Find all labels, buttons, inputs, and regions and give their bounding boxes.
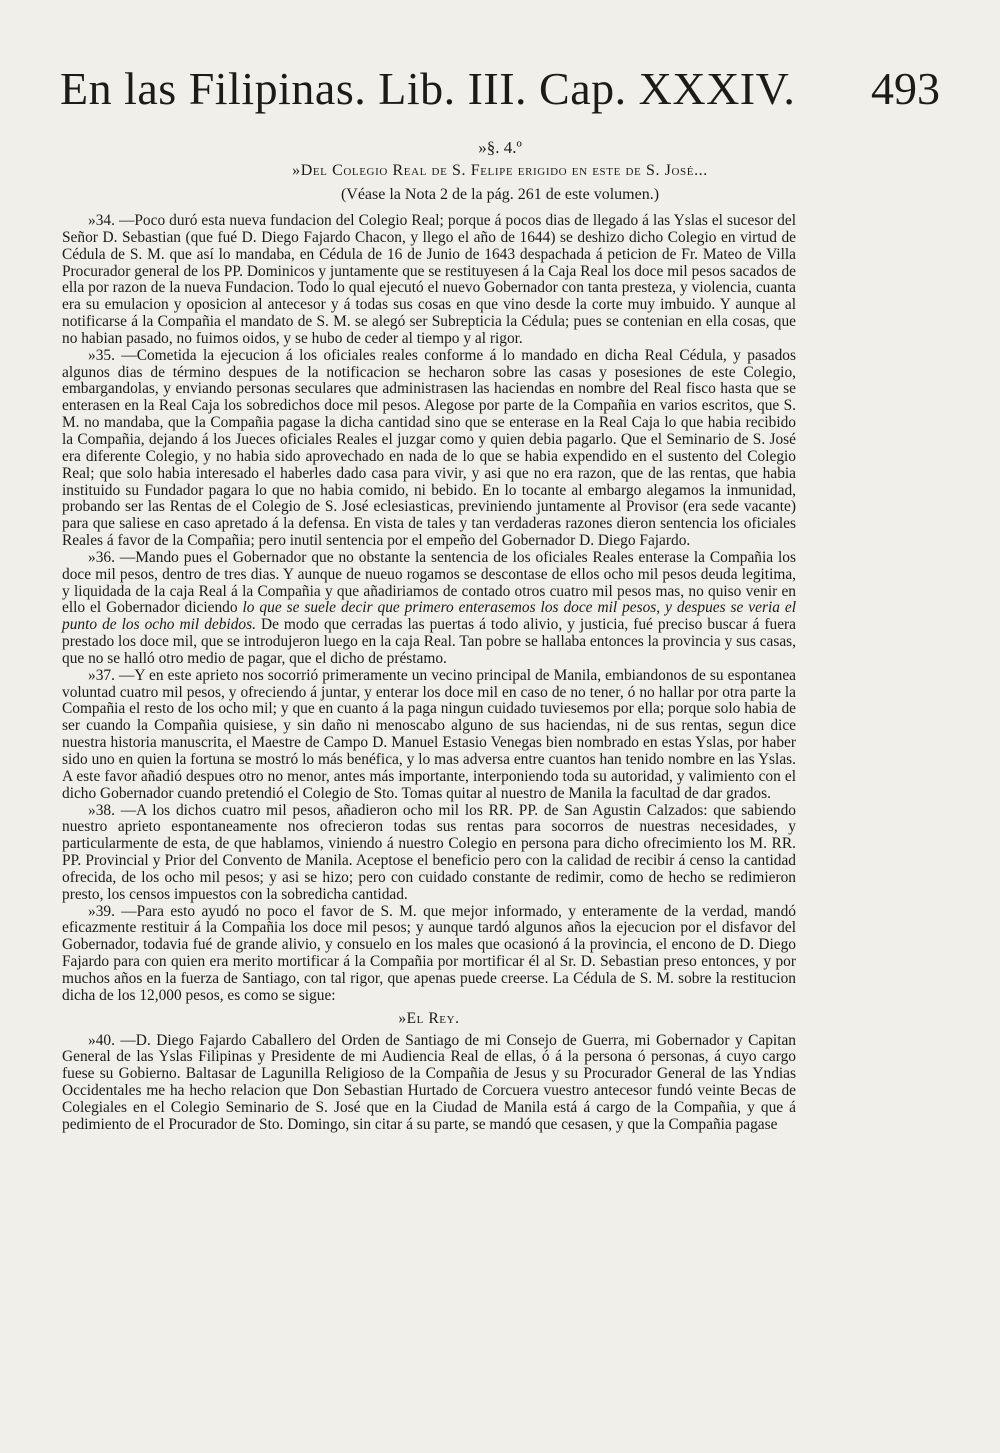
paragraph-34: »34. —Poco duró esta nueva fundacion del Colegio Real; porque á pocos dias de llegado á las Yslas el sucesor del Señor D. Sebastian (que fué D. Diego Fajardo Chacon, y llego el año de 1644) se deshizo dicho Colegio en virtud de Cédula de S. M. que así lo mandaba, en Cédula de 16 de Junio de 1643 despachada á peticion de Fr. Mateo de Villa Procurador general de los PP. Dominicos y juntamente que se restituyesen á la Caja Real los doce mil pesos sacados de ella por razon de la nueva Fundacion. Todo lo qual ejecutó el nuevo Gobernador con tanta presteza, y violencia, cuanta era su emulacion y oposicion al antecesor y á todas sus cosas en que vino desde la corte muy imbuido. Y aunque al notificarse á la Compañia el mandato de S. M. se alegó ser Subrepticia la Cédula; pues se contenian en ella cosas, que no habian pasado, no fuimos oidos, y se hubo de ceder al tiempo y al rigor.: [62, 212, 796, 347]
paragraph-37: »37. —Y en este aprieto nos socorrió primeramente un vecino principal de Manila, embiandonos de su espontanea voluntad cuatro mil pesos, y ofreciendo á juntar, y enterar los doce mil en caso de no tener, ó no hallar por otra parte la Compañia el resto de los ocho mil; y que en cuanto á la paga ningun cuidado tuviesemos por ella; porque solo habia de ser cuando la Compañia quisiese, y sin daño ni menoscabo alguno de sus haciendas, ni de sus rentas, segun dice nuestra historia manuscrita, el Maestre de Campo D. Manuel Estasio Venegas bien nombrado en estas Yslas, por haber sido uno en quien la fortuna se mostró lo más benéfica, y lo mas adversa entre cuantos han tenido nombre en las Yslas. A este favor añadió despues otro no menor, antes más importante, interponiendo toda su autoridad, y valimiento con el dicho Gobernador cuando pretendió el Colegio de Sto. Tomas quitar al nuestro de Manila la facultad de dar grados.: [62, 666, 796, 802]
paragraph-39: »39. —Para esto ayudó no poco el favor de S. M. que mejor informado, y enteramente de la verdad, mandó eficazmente restituir á la Compañia los doce mil pesos; y aunque tardó algunos años la ejecucion por el disfavor del Gobernador, todavia fué de grande alivio, y consuelo en los males que ocasionó á la provincia, el encono de D. Diego Fajardo para con quien era merito mortificar á la Compañia por mortificar él al Sr. D. Sebastian preso entonces, y por muchos años en la fuerza de Santiago, con tal rigor, que apenas puede creerse. La Cédula de S. M. sobre la restitucion dicha de los 12,000 pesos, es como se sigue:: [62, 902, 796, 1004]
paragraph-36-part-b: De modo que cerradas las puertas á todo alivio, y justicia, fué preciso buscar á fuera prestado los doce mil, que se introdujeron luego en la caja Real. Tan pobre se hallaba entonces la provincia y sus casas, que no se halló otro medio de pagar, que el dicho de préstamo.: [62, 616, 796, 667]
paragraph-36: [62, 550, 796, 668]
paragraph-36-italic-quote: lo que se suele decir que primero enterasemos los doce mil pesos, y despues se veria el punto de los ocho mil debidos.: [62, 599, 796, 634]
el-rey-heading: »El Rey.: [398, 1009, 460, 1027]
paragraph-38: »38. —A los dichos cuatro mil pesos, añadieron ocho mil los RR. PP. de San Agustin Calzados: que sabiendo nuestro aprieto espontaneamente nos ofrecieron todas sus rentas para socorros de nuestras necesidades, y particularmente de esta, de que hablamos, viniendo á nuestro Colegio en persona para dicho ofrecimiento los M. RR. PP. Provincial y Prior del Convento de Manila. Aceptose el beneficio pero con la calidad de recibir á censo la cantidad ofrecida, de los ocho mil pesos; y asi se hizo; pero con cuidado constante de redimir, como de hecho se redimieron presto, los censos impuestos con la sobredicha cantidad.: [62, 801, 796, 903]
paragraph-40: »40. —D. Diego Fajardo Caballero del Orden de Santiago de mi Consejo de Guerra, mi Gobernador y Capitan General de las Yslas Filipinas y Presidente de mi Audiencia Real de ellas, ó á la persona ó personas, á cuyo cargo fuese su Gobierno. Baltasar de Lagunilla Religioso de la Compañia de Jesus y su Procurador General de las Yndias Occidentales me ha hecho relacion que Don Sebastian Hurtado de Corcuera vuestro antecesor fundó veinte Becas de Colegiales en el Colegio Seminario de S. José que en la Ciudad de Manila está á cargo de la Compañia, y que á pedimiento de el Procurador de Sto. Domingo, sin citar á su parte, se mandó que cesasen, y que la Compañia pagase: [62, 1031, 796, 1133]
running-title: En las Filipinas. Lib. III. Cap. XXXIV.: [60, 63, 796, 114]
section-note: (Véase la Nota 2 de la pág. 261 de este volumen.): [340, 186, 660, 203]
page-number: 493: [871, 63, 940, 114]
section-mark: »§. 4.º: [478, 138, 522, 157]
paragraph-35: »35. —Cometida la ejecucion á los oficiales reales conforme á lo mandado en dicha Real Cédula, y pasados algunos dias de término despues de la notificacion se hecharon sobre las casas y posesiones de este Colegio, embargandolas, y enviando personas seculares que administrasen las haciendas en nombre del Real fisco hasta que se enterasen en la Real Caja los sobredichos doce mil pesos. Alegose por parte de la Compañia en varios escritos, que S. M. no mandaba, que la Compañia pagase la dicha cantidad sino que se enterase en la Real Caja lo que habia recibido la Compañia, dejando á los Jueces oficiales Reales el juzgar como y quien debia pagarlo. Que el Seminario de S. José era diferente Colegio, y no habia sido aprovechado en nada de lo que se habia expendido en el sustento del Colegio Real; que solo habia interesado el haberles dado casa para vivir, y asi que no era razon, que de las rentas, que habia instituido su Fundador pagara lo que no habia comido, ni bebido. En lo tocante al embargo alegamos la inmunidad, probando ser las Rentas de el Colegio de S. José eclesiasticas, previniendo juntamente al Provisor (era sede vacante) para que saliese en caso apretado á la defensa. En vista de tales y tan verdaderas razones dieron sentencia los oficiales Reales á favor de la Compañia; pero inutil sentencia por el empeño del Gobernador D. Diego Fajardo.: [62, 346, 796, 550]
paragraph-36-part-a: »36. —Mando pues el Gobernador que no obstante la sentencia de los oficiales Reales enterase la Compañia los doce mil pesos, dentro de tres dias. Y aunque de nueuo rogamos se descontase de ellos ocho mil pesos deuda legitima, y liquidada de la caja Real á la Compañia y que añadiriamos de contado otros cuatro mil pesos mas, no quiso venir en ello el Gobernador diciendo: [62, 548, 796, 617]
page-header: [60, 62, 940, 122]
body-text: [62, 213, 796, 1134]
section-title: »Del Colegio Real de S. Felipe erigido en este de S. José...: [292, 162, 708, 179]
